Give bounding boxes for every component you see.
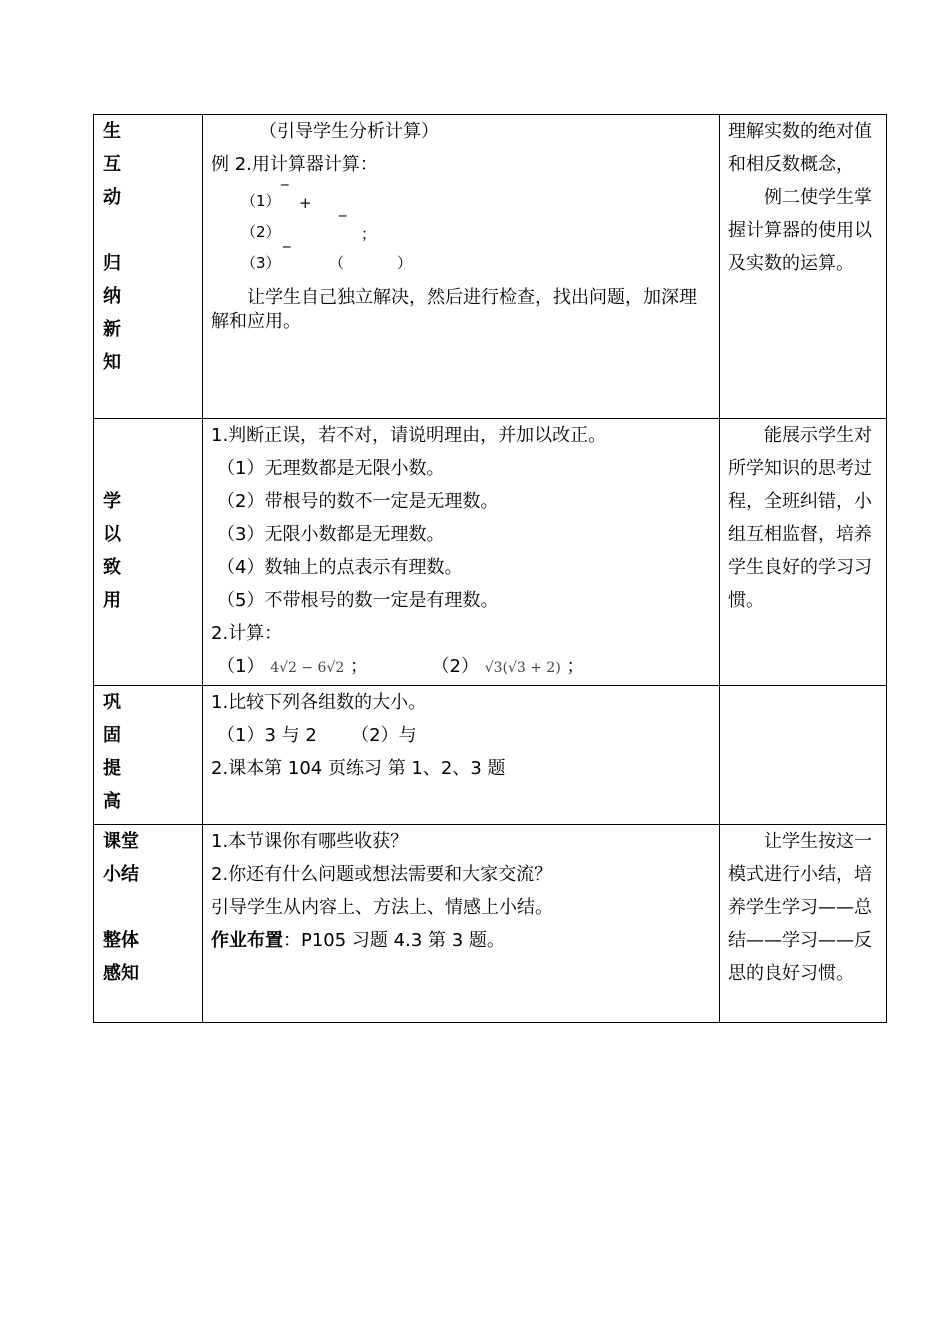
content-cell <box>203 115 720 419</box>
question-2: 2.课本第 104 页练习 第 1、2、3 题 <box>211 758 506 779</box>
purpose-cell <box>720 115 887 419</box>
stage-gap <box>103 214 202 247</box>
math-overline: ‾ <box>283 244 291 262</box>
question-1: 1.判断正误，若不对，请说明理由，并加以改正。 <box>211 425 607 446</box>
purpose-cell <box>720 419 887 686</box>
stage-gap <box>103 419 202 452</box>
item-number: （2） <box>241 223 281 241</box>
example-item-1 <box>211 183 713 216</box>
purpose-text: 能展示学生对所学知识的思考过程，全班纠错，小组互相监督，培养学生良好的学习习惯。 <box>728 425 872 611</box>
calc2-end: ； <box>566 656 585 677</box>
calc2-number: （2） <box>431 656 479 677</box>
purpose-cell <box>720 686 887 825</box>
content-cell <box>203 419 720 686</box>
stage-cell <box>94 825 203 1023</box>
math-operator: ； <box>361 225 377 243</box>
math-paren-open: （ <box>329 254 345 272</box>
example-heading: 例 2.用计算器计算： <box>211 154 378 175</box>
table-row <box>94 686 887 825</box>
math-overline: ‾ <box>339 213 347 231</box>
stage-char: 学 <box>103 491 121 512</box>
purpose-text: 例二使学生掌握计算器的使用以及实数的运算。 <box>728 187 872 274</box>
stage-char: 归 <box>103 253 121 274</box>
example-item-3 <box>211 244 713 282</box>
math-paren-close: ） <box>397 254 413 272</box>
stage-label: 小结 <box>103 864 139 885</box>
item-number: （3） <box>241 254 281 272</box>
compare-line: （1）3 与 2 （2）与 <box>217 725 417 746</box>
stage-char: 以 <box>103 524 121 545</box>
stage-char: 用 <box>103 590 121 611</box>
homework-text: ：P105 习题 4.3 第 3 题。 <box>283 930 505 951</box>
question-1: 1.比较下列各组数的大小。 <box>211 692 427 713</box>
purpose-text: 理解实数的绝对值和相反数概念， <box>728 121 872 175</box>
stage-gap <box>103 891 202 924</box>
purpose-cell <box>720 825 887 1023</box>
stage-char: 纳 <box>103 286 121 307</box>
stage-char: 新 <box>103 319 121 340</box>
calc1-end: ； <box>350 656 369 677</box>
stage-char: 提 <box>103 758 121 779</box>
stage-char: 固 <box>103 725 121 746</box>
stage-char: 巩 <box>103 692 121 713</box>
list-item: （5）不带根号的数一定是有理数。 <box>217 590 499 611</box>
table-row <box>94 115 887 419</box>
homework-line <box>211 924 713 957</box>
stage-label: 课堂 <box>103 831 139 852</box>
calc1-number: （1） <box>217 656 265 677</box>
stage-gap <box>103 452 202 485</box>
stage-char: 动 <box>103 187 121 208</box>
stage-char: 知 <box>103 352 121 373</box>
stage-char: 高 <box>103 791 121 812</box>
math-operator: + <box>299 194 312 212</box>
table-row <box>94 419 887 686</box>
summary-line-3: 引导学生从内容上、方法上、情感上小结。 <box>211 897 553 918</box>
stage-cell <box>94 115 203 419</box>
content-cell <box>203 825 720 1023</box>
summary-line-2: 2.你还有什么问题或想法需要和大家交流？ <box>211 864 553 885</box>
question-2: 2.计算： <box>211 623 283 644</box>
list-item: （3）无限小数都是无理数。 <box>217 524 445 545</box>
stage-label: 感知 <box>103 963 139 984</box>
purpose-text: 让学生按这一模式进行小结，培养学生学习——总结——学习——反思的良好习惯。 <box>728 831 872 984</box>
summary-line-1: 1.本节课你有哪些收获？ <box>211 831 409 852</box>
stage-char: 生 <box>103 121 121 142</box>
guide-text: （引导学生分析计算） <box>259 121 439 142</box>
calc2-expression: √3(√3 + 2) <box>484 660 561 676</box>
calc1-expression: 4√2 − 6√2 <box>270 660 345 676</box>
stage-char: 互 <box>103 154 121 175</box>
stage-cell <box>94 686 203 825</box>
calc-line <box>211 650 713 685</box>
lesson-plan-table <box>93 114 887 1023</box>
instruction-text: 让学生自己独立解决，然后进行检查，找出问题，加深理解和应用。 <box>211 287 697 332</box>
list-item: （4）数轴上的点表示有理数。 <box>217 557 463 578</box>
list-item: （2）带根号的数不一定是无理数。 <box>217 491 499 512</box>
stage-label: 整体 <box>103 930 139 951</box>
table-row <box>94 825 887 1023</box>
content-cell <box>203 686 720 825</box>
stage-cell <box>94 419 203 686</box>
math-overline: ‾ <box>281 182 289 200</box>
list-item: （1）无理数都是无限小数。 <box>217 458 445 479</box>
item-number: （1） <box>241 192 281 210</box>
stage-char: 致 <box>103 557 121 578</box>
homework-label: 作业布置 <box>211 930 283 951</box>
